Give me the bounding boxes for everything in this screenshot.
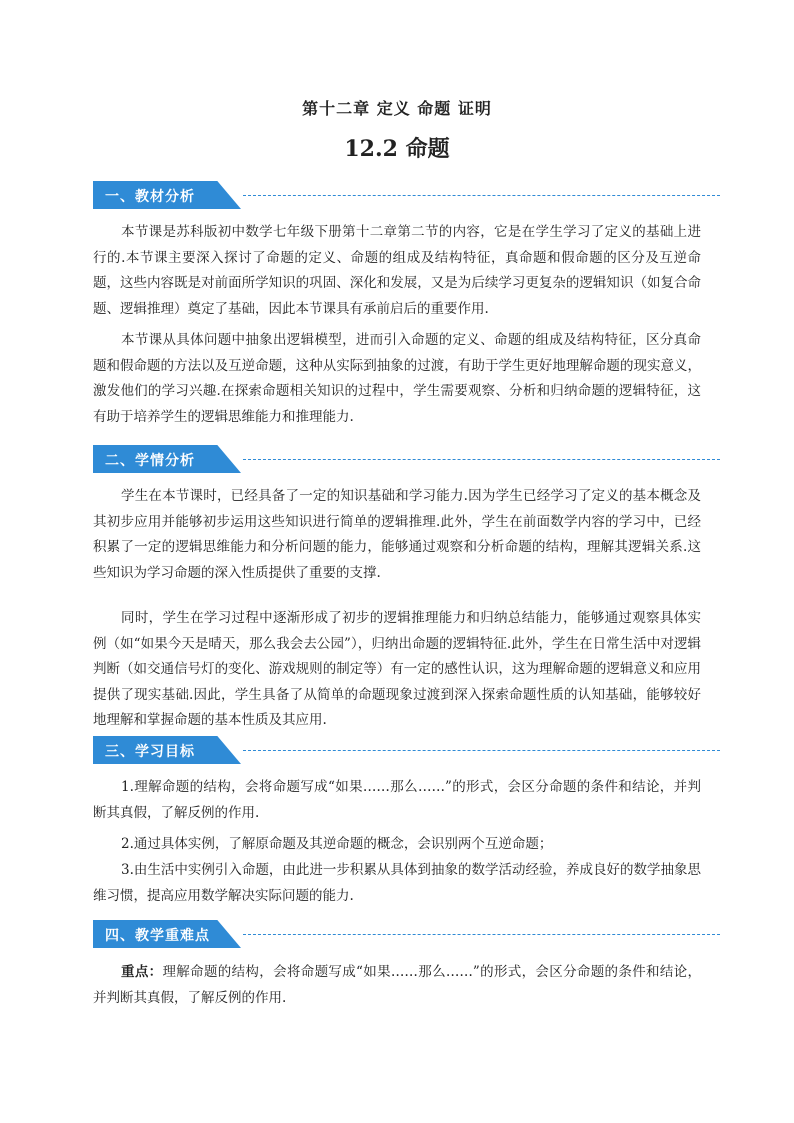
lesson-title: 12.2 命题 bbox=[344, 136, 450, 162]
key-point-text: 理解命题的结构，会将命题写成“如果……那么……”的形式，会区分命题的条件和结论，并判断其真假，了解反例的作用. bbox=[93, 964, 701, 1006]
section-title: 二、学情分析 bbox=[105, 453, 195, 469]
section-header-learning-goals bbox=[93, 736, 720, 764]
dashed-divider bbox=[243, 750, 720, 751]
paragraph: 本节课从具体问题中抽象出逻辑模型，进而引入命题的定义、命题的组成及结构特征，区分真命题和假命题的方法以及互逆命题，这种从实际到抽象的过渡，有助于学生更好地理解命题的现实意义，激发他们的学习兴趣.在探索命题相关知识的过程中，学生需要观察、分析和归纳命题的逻辑特征，这有助于培养学生的逻辑思维能力和推理能力. bbox=[93, 332, 701, 425]
paragraph: 学生在本节课时，已经具备了一定的知识基础和学习能力.因为学生已经学习了定义的基本概念及其初步应用并能够初步运用这些知识进行简单的逻辑推理.此外，学生在前面数学内容的学习中，已经积累了一定的逻辑思维能力和分析问题的能力，能够通过观察和分析命题的结构，理解其逻辑关系.这些知识为学习命题的深入性质提供了重要的支撑. bbox=[93, 488, 701, 581]
paragraph: 本节课是苏科版初中数学七年级下册第十二章第二节的内容，它是在学生学习了定义的基础上进行的.本节课主要深入探讨了命题的定义、命题的组成及结构特征，真命题和假命题的区分及互逆命题，这些内容既是对前面所学知识的巩固、深化和发展，又是为后续学习更复杂的逻辑知识（如复合命题、逻辑推理）奠定了基础，因此本节课具有承前启后的重要作用. bbox=[93, 224, 701, 317]
section-title: 三、学习目标 bbox=[105, 744, 195, 760]
goal-item: 2.通过具体实例，了解原命题及其逆命题的概念，会识别两个互逆命题； bbox=[121, 836, 553, 852]
dashed-divider bbox=[243, 195, 720, 196]
paragraph: 同时，学生在学习过程中逐渐形成了初步的逻辑推理能力和归纳总结能力，能够通过观察具体实例（如“如果今天是晴天，那么我会去公园”），归纳出命题的逻辑特征.此外，学生在日常生活中对逻辑判断（如交通信号灯的变化、游戏规则的制定等）有一定的感性认识，这为理解命题的逻辑意义和应用提供了现实基础.因此，学生具备了从简单的命题现象过渡到深入探索命题性质的认知基础，能够较好地理解和掌握命题的基本性质及其应用. bbox=[93, 610, 701, 728]
dashed-divider bbox=[243, 934, 720, 935]
chapter-title: 第十二章 定义 命题 证明 bbox=[302, 99, 492, 118]
section-title: 一、教材分析 bbox=[105, 189, 195, 205]
goal-item: 1.理解命题的结构，会将命题写成“如果……那么……”的形式，会区分命题的条件和结论，并判断其真假，了解反例的作用. bbox=[93, 779, 701, 821]
section-header-learner-analysis bbox=[93, 445, 720, 473]
key-point-label: 重点： bbox=[121, 964, 163, 980]
section-header-textbook-analysis bbox=[93, 181, 720, 209]
section-title: 四、教学重难点 bbox=[105, 928, 210, 944]
section-header-key-points bbox=[93, 920, 720, 948]
dashed-divider bbox=[243, 459, 720, 460]
key-point-paragraph bbox=[93, 960, 701, 1011]
goal-item: 3.由生活中实例引入命题，由此进一步积累从具体到抽象的数学活动经验，养成良好的数学抽象思维习惯，提高应用数学解决实际问题的能力. bbox=[93, 862, 701, 904]
